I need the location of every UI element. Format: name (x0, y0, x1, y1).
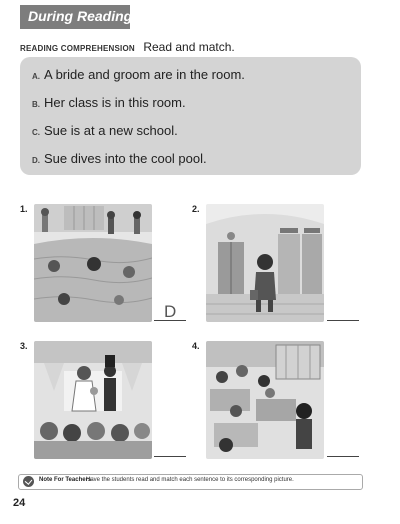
picture-number-1: 1. (20, 204, 28, 214)
sentence-text: Sue is at a new school. (44, 123, 178, 138)
section-header-tab (20, 5, 133, 29)
sentence-b (32, 94, 186, 112)
section-title: During Reading (28, 8, 133, 24)
answer-line-2[interactable] (327, 320, 359, 321)
instruction-line (20, 38, 235, 56)
sentences-box (20, 57, 361, 175)
picture-number-4: 4. (192, 341, 200, 351)
sentence-a (32, 66, 245, 84)
sentence-c (32, 122, 178, 140)
picture-pool-scene (34, 204, 152, 322)
sentence-letter: A. (32, 72, 40, 81)
picture-number-2: 2. (192, 204, 200, 214)
sentence-letter: D. (32, 156, 40, 165)
sentence-letter: B. (32, 100, 40, 109)
sentence-letter: C. (32, 128, 40, 137)
teacher-note-box (18, 474, 363, 490)
hallway-illustration (206, 204, 324, 322)
answer-line-4[interactable] (327, 456, 359, 457)
sentence-d (32, 150, 207, 168)
pool-illustration (34, 204, 152, 322)
picture-hallway-scene (206, 204, 324, 322)
wedding-illustration (34, 341, 152, 459)
classroom-illustration (206, 341, 324, 459)
answer-text-1: D (164, 302, 177, 321)
instruction-label: READING COMPREHENSION (20, 44, 135, 53)
page-number: 24 (13, 497, 26, 509)
checkmark-icon (23, 476, 34, 487)
picture-classroom-scene (206, 341, 324, 459)
instruction-text: Read and match. (143, 40, 235, 54)
picture-number-3: 3. (20, 341, 28, 351)
sentence-text: Her class is in this room. (44, 95, 186, 110)
sentence-text: A bride and groom are in the room. (44, 67, 245, 82)
teacher-note-text: Have the students read and match each sentence to its corresponding picture. (86, 477, 294, 483)
picture-wedding-scene (34, 341, 152, 459)
sentence-text: Sue dives into the cool pool. (44, 151, 207, 166)
answer-line-3[interactable] (154, 456, 186, 457)
teacher-note-label: Note For Teachers (39, 477, 92, 483)
